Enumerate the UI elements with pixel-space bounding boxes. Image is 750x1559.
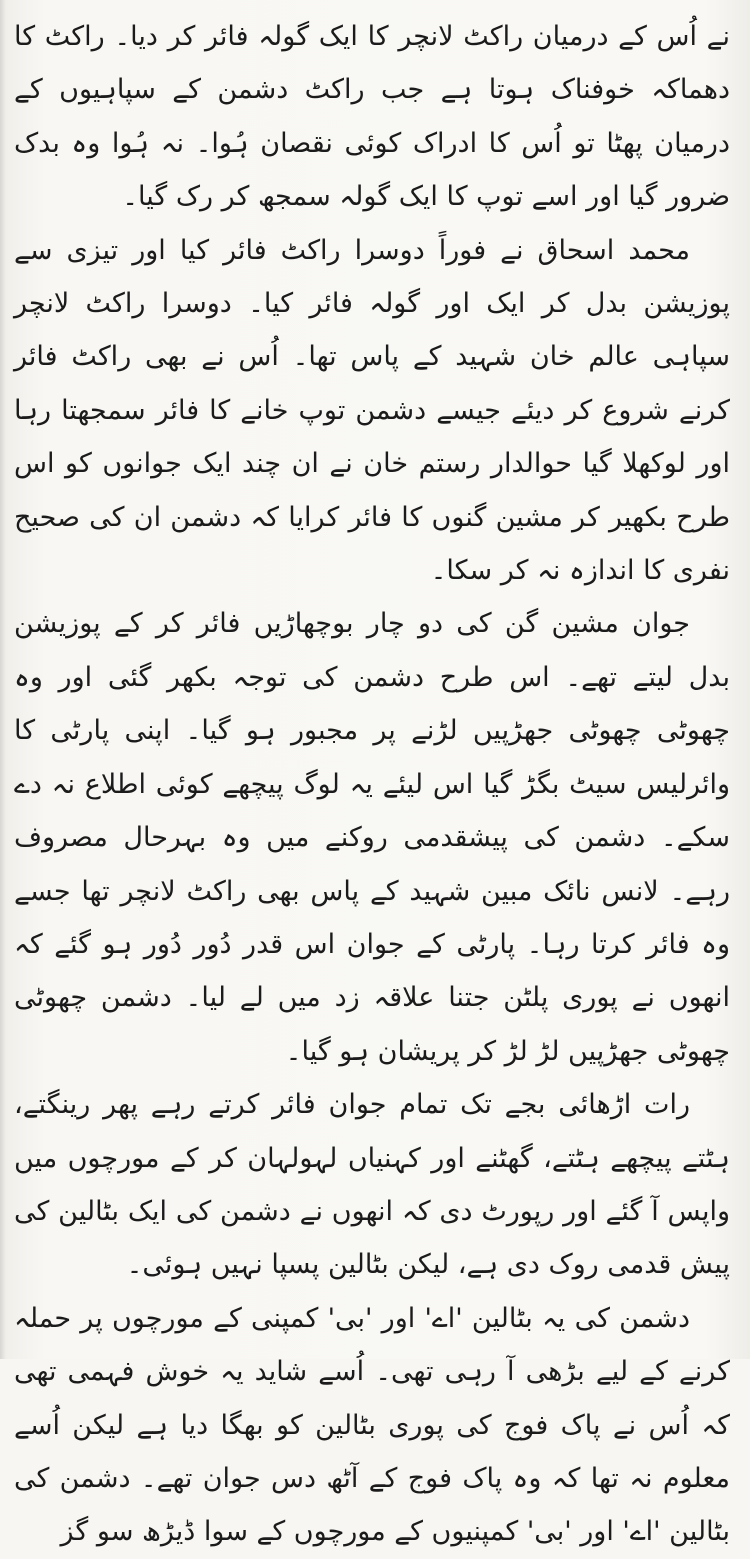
page-edge-shadow xyxy=(0,0,6,1359)
paragraph-5: دشمن کی یہ بٹالین 'اے' اور 'بی' کمپنی کے مورچوں پر حملہ کرنے کے لیے بڑھی آ رہی تھی۔ اُسے شاید یہ خوش فہمی تھی کہ اُس نے پاک فوج کی پوری بٹالین کو بھگا دیا ہے لیکن اُسے معلوم نہ تھا کہ وہ پاک فوج کے آٹھ دس جوان تھے۔ دشمن کی بٹالین 'اے' اور 'بی' کمپنیوں کے مورچوں کے سوا ڈیڑھ سو گز xyxy=(14,1302,730,1548)
paragraph-1: نے اُس کے درمیان راکٹ لانچر کا ایک گولہ فائر کر دیا۔ راکٹ کا دھماکہ خوفناک ہوتا ہے جب راکٹ دشمن کے سپاہیوں کے درمیان پھٹا تو اُس کا ادراک کوئی نقصان ہُوا۔ نہ ہُوا وہ بدک ضرور گیا اور اسے توپ کا ایک گولہ سمجھ کر رک گیا۔ xyxy=(14,21,730,213)
urdu-text-body xyxy=(14,10,730,1559)
paragraph-2: محمد اسحاق نے فوراً دوسرا راکٹ فائر کیا اور تیزی سے پوزیشن بدل کر ایک اور گولہ فائر کیا۔ دوسرا راکٹ لانچر سپاہی عالم خان شہید کے پاس تھا۔ اُس نے بھی راکٹ فائر کرنے شروع کر دیئے جیسے دشمن توپ خانے کا فائر سمجھتا رہا اور لوکھلا گیا حوالدار رستم خان نے ان چند ایک جوانوں کو اس طرح بکھیر کر مشین گنوں کا فائر کرایا کہ دشمن ان کی صحیح نفری کا اندازہ نہ کر سکا۔ xyxy=(14,234,730,587)
paragraph-3: جوان مشین گن کی دو چار بوچھاڑیں فائر کر کے پوزیشن بدل لیتے تھے۔ اس طرح دشمن کی توجہ بکھر گئی اور وہ چھوٹی چھوٹی جھڑپیں لڑنے پر مجبور ہو گیا۔ اپنی پارٹی کا وائرلیس سیٹ بگڑ گیا اس لیئے یہ لوگ پیچھے کوئی اطلاع نہ دے سکے۔ دشمن کی پیشقدمی روکنے میں وہ بہرحال مصروف رہے۔ لانس نائک مبین شہید کے پاس بھی راکٹ لانچر تھا جسے وہ فائر کرتا رہا۔ پارٹی کے جوان اس قدر دُور دُور ہو گئے کہ انھوں نے پوری پلٹن جتنا علاقہ زد میں لے لیا۔ دشمن چھوٹی چھوٹی جھڑپیں لڑ لڑ کر پریشان ہو گیا۔ xyxy=(14,608,730,1067)
paragraph-4: رات اڑھائی بجے تک تمام جوان فائر کرتے رہے پھر رینگتے، ہٹتے پیچھے ہٹتے، گھٹنے اور کہنیاں لہولہان کر کے مورچوں میں واپس آ گئے اور رپورٹ دی کہ انھوں نے دشمن کی ایک بٹالین کی پیش قدمی روک دی ہے، لیکن بٹالین پسپا نہیں ہوئی۔ xyxy=(14,1089,730,1281)
